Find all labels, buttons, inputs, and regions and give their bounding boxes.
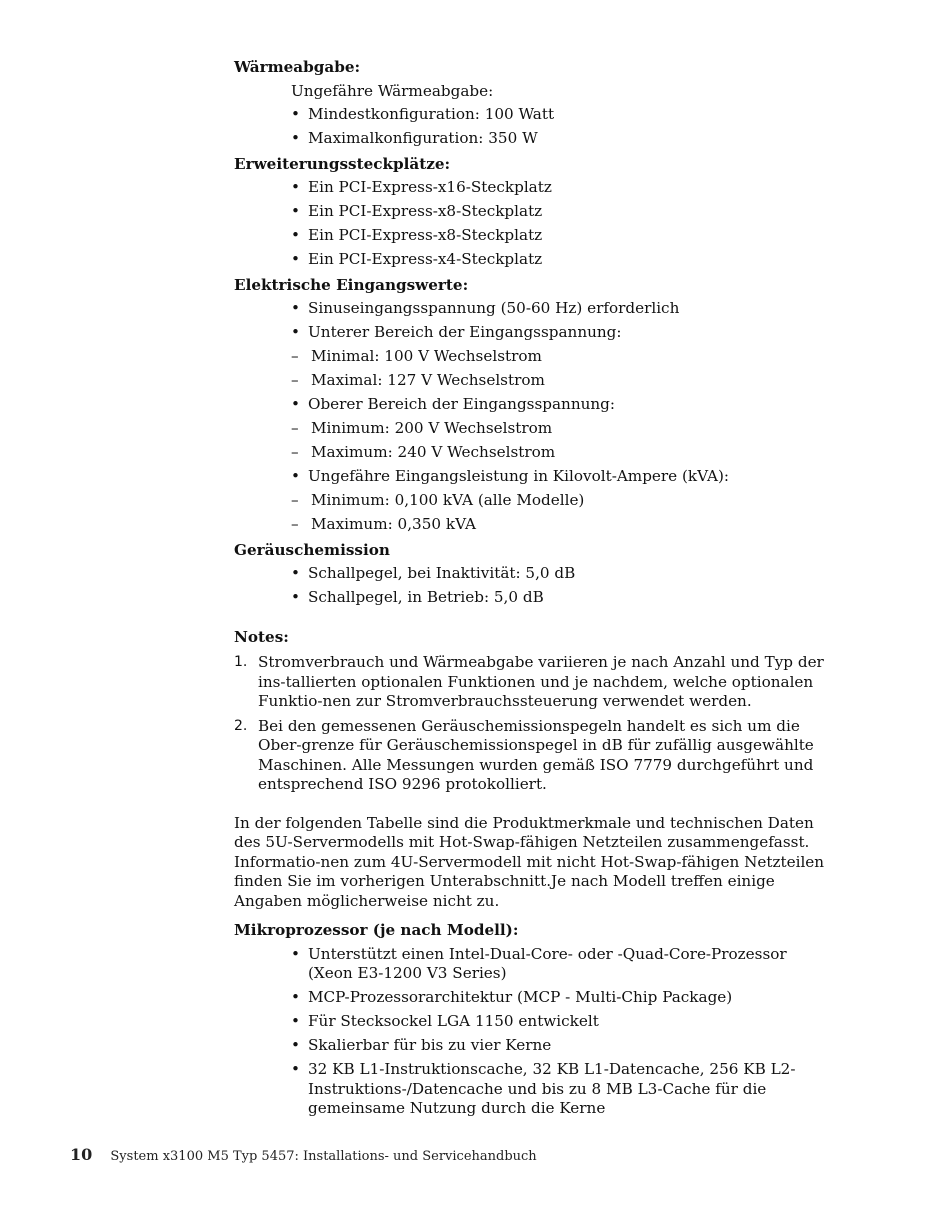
bullet-list (234, 564, 834, 608)
list-item: • MCP-Prozessorarchitektur (MCP - Multi-Chip Package) (291, 988, 834, 1008)
page-content (234, 58, 834, 1125)
list-item (291, 299, 834, 319)
dash-list (308, 347, 834, 391)
list-item: • Skalierbar für bis zu vier Kerne (291, 1036, 834, 1056)
note-item (234, 717, 834, 795)
list-item: • Ein PCI-Express-x4-Steckplatz (291, 250, 834, 270)
list-item: • Ein PCI-Express-x8-Steckplatz (291, 202, 834, 222)
sub-list-item: – Minimum: 200 V Wechselstrom (291, 419, 834, 439)
dash-list (308, 419, 834, 463)
list-item (291, 323, 834, 391)
sub-list-item: – Maximum: 240 V Wechselstrom (291, 443, 834, 463)
list-item: • Mindestkonfiguration: 100 Watt (291, 105, 834, 125)
list-item-text: Oberer Bereich der Eingangsspannung: (308, 395, 615, 413)
list-item-text: Unterer Bereich der Eingangsspannung: (308, 323, 622, 341)
section-electrical-input (234, 276, 834, 535)
list-item: • Unterstützt einen Intel-Dual-Core- oder -Quad-Core-Prozessor (Xeon E3-1200 V3 Series) (291, 945, 834, 984)
body-paragraph: In der folgenden Tabelle sind die Produktmerkmale und technischen Daten des 5U-Servermodells mit Hot-Swap-fähigen Netzteilen zusammengefasst. Informatio-nen zum 4U-Servermodell mit nicht Hot-Swap-fähigen Netzteilen finden Sie im vorherigen Unterabschnitt.Je nach Modell treffen einige Angaben möglicherweise nicht zu. (234, 813, 825, 910)
sub-list-item: – Minimum: 0,100 kVA (alle Modelle) (291, 491, 834, 511)
sub-list-item: – Maximal: 127 V Wechselstrom (291, 371, 834, 391)
list-item (291, 395, 834, 463)
bullet-list (234, 945, 834, 1119)
list-item (291, 467, 834, 535)
note-text: Stromverbrauch und Wärmeabgabe variieren je nach Anzahl und Typ der ins-tallierten optionalen Funktionen und je nachdem, welche optionalen Funktio-nen zur Stromverbrauchssteuerung verwendet werden. (258, 653, 824, 710)
section-heading: Mikroprozessor (je nach Modell): (234, 921, 519, 939)
list-item: • 32 KB L1-Instruktionscache, 32 KB L1-Datencache, 256 KB L2-Instruktions-/Datencache und bis zu 8 MB L3-Cache für die gemeinsame Nutzung durch die Kerne (291, 1060, 834, 1119)
bullet-list (234, 178, 834, 270)
note-text: Bei den gemessenen Geräuschemissionspegeln handelt es sich um die Ober-grenze für Geräuschemissionspegel in dB für zufällig ausgewählte Maschinen. Alle Messungen wurden gemäß ISO 7779 durchgeführt und entsprechend ISO 9296 protokolliert. (258, 716, 814, 793)
list-item: • Schallpegel, bei Inaktivität: 5,0 dB (291, 564, 834, 584)
sub-list-item: – Maximum: 0,350 kVA (291, 515, 834, 535)
footer-title: System x3100 M5 Typ 5457: Installations- und Servicehandbuch (110, 1149, 537, 1164)
list-item: • Schallpegel, in Betrieb: 5,0 dB (291, 588, 834, 608)
note-item (234, 653, 834, 712)
list-item-text: Sinuseingangsspannung (50-60 Hz) erforderlich (308, 299, 680, 317)
notes-heading: Notes: (234, 627, 289, 646)
section-expansion-slots (234, 155, 834, 270)
list-item: • Ein PCI-Express-x8-Steckplatz (291, 226, 834, 246)
page-footer (70, 1145, 537, 1164)
bullet-list (234, 105, 834, 149)
section-intro: Ungefähre Wärmeabgabe: (291, 81, 494, 100)
section-heading: Elektrische Eingangswerte: (234, 275, 469, 294)
list-item: • Für Stecksockel LGA 1150 entwickelt (291, 1012, 834, 1032)
list-item-text: Ungefähre Eingangsleistung in Kilovolt-Ampere (kVA): (308, 467, 730, 485)
dash-list (308, 491, 834, 535)
bullet-list (234, 299, 834, 535)
section-heading: Erweiterungssteckplätze: (234, 154, 451, 173)
section-microprocessor (234, 921, 834, 1119)
section-noise-emission (234, 541, 834, 608)
note-number: 1. (234, 654, 248, 670)
notes-block (234, 628, 834, 795)
section-heat-output (234, 58, 834, 149)
section-heading: Wärmeabgabe: (234, 58, 361, 76)
note-number: 2. (234, 717, 248, 734)
page-number: 10 (70, 1145, 93, 1164)
notes-list (234, 653, 834, 795)
sub-list-item: – Minimal: 100 V Wechselstrom (291, 347, 834, 367)
list-item: • Ein PCI-Express-x16-Steckplatz (291, 178, 834, 198)
list-item: • Maximalkonfiguration: 350 W (291, 129, 834, 149)
section-heading: Geräuschemission (234, 540, 390, 559)
